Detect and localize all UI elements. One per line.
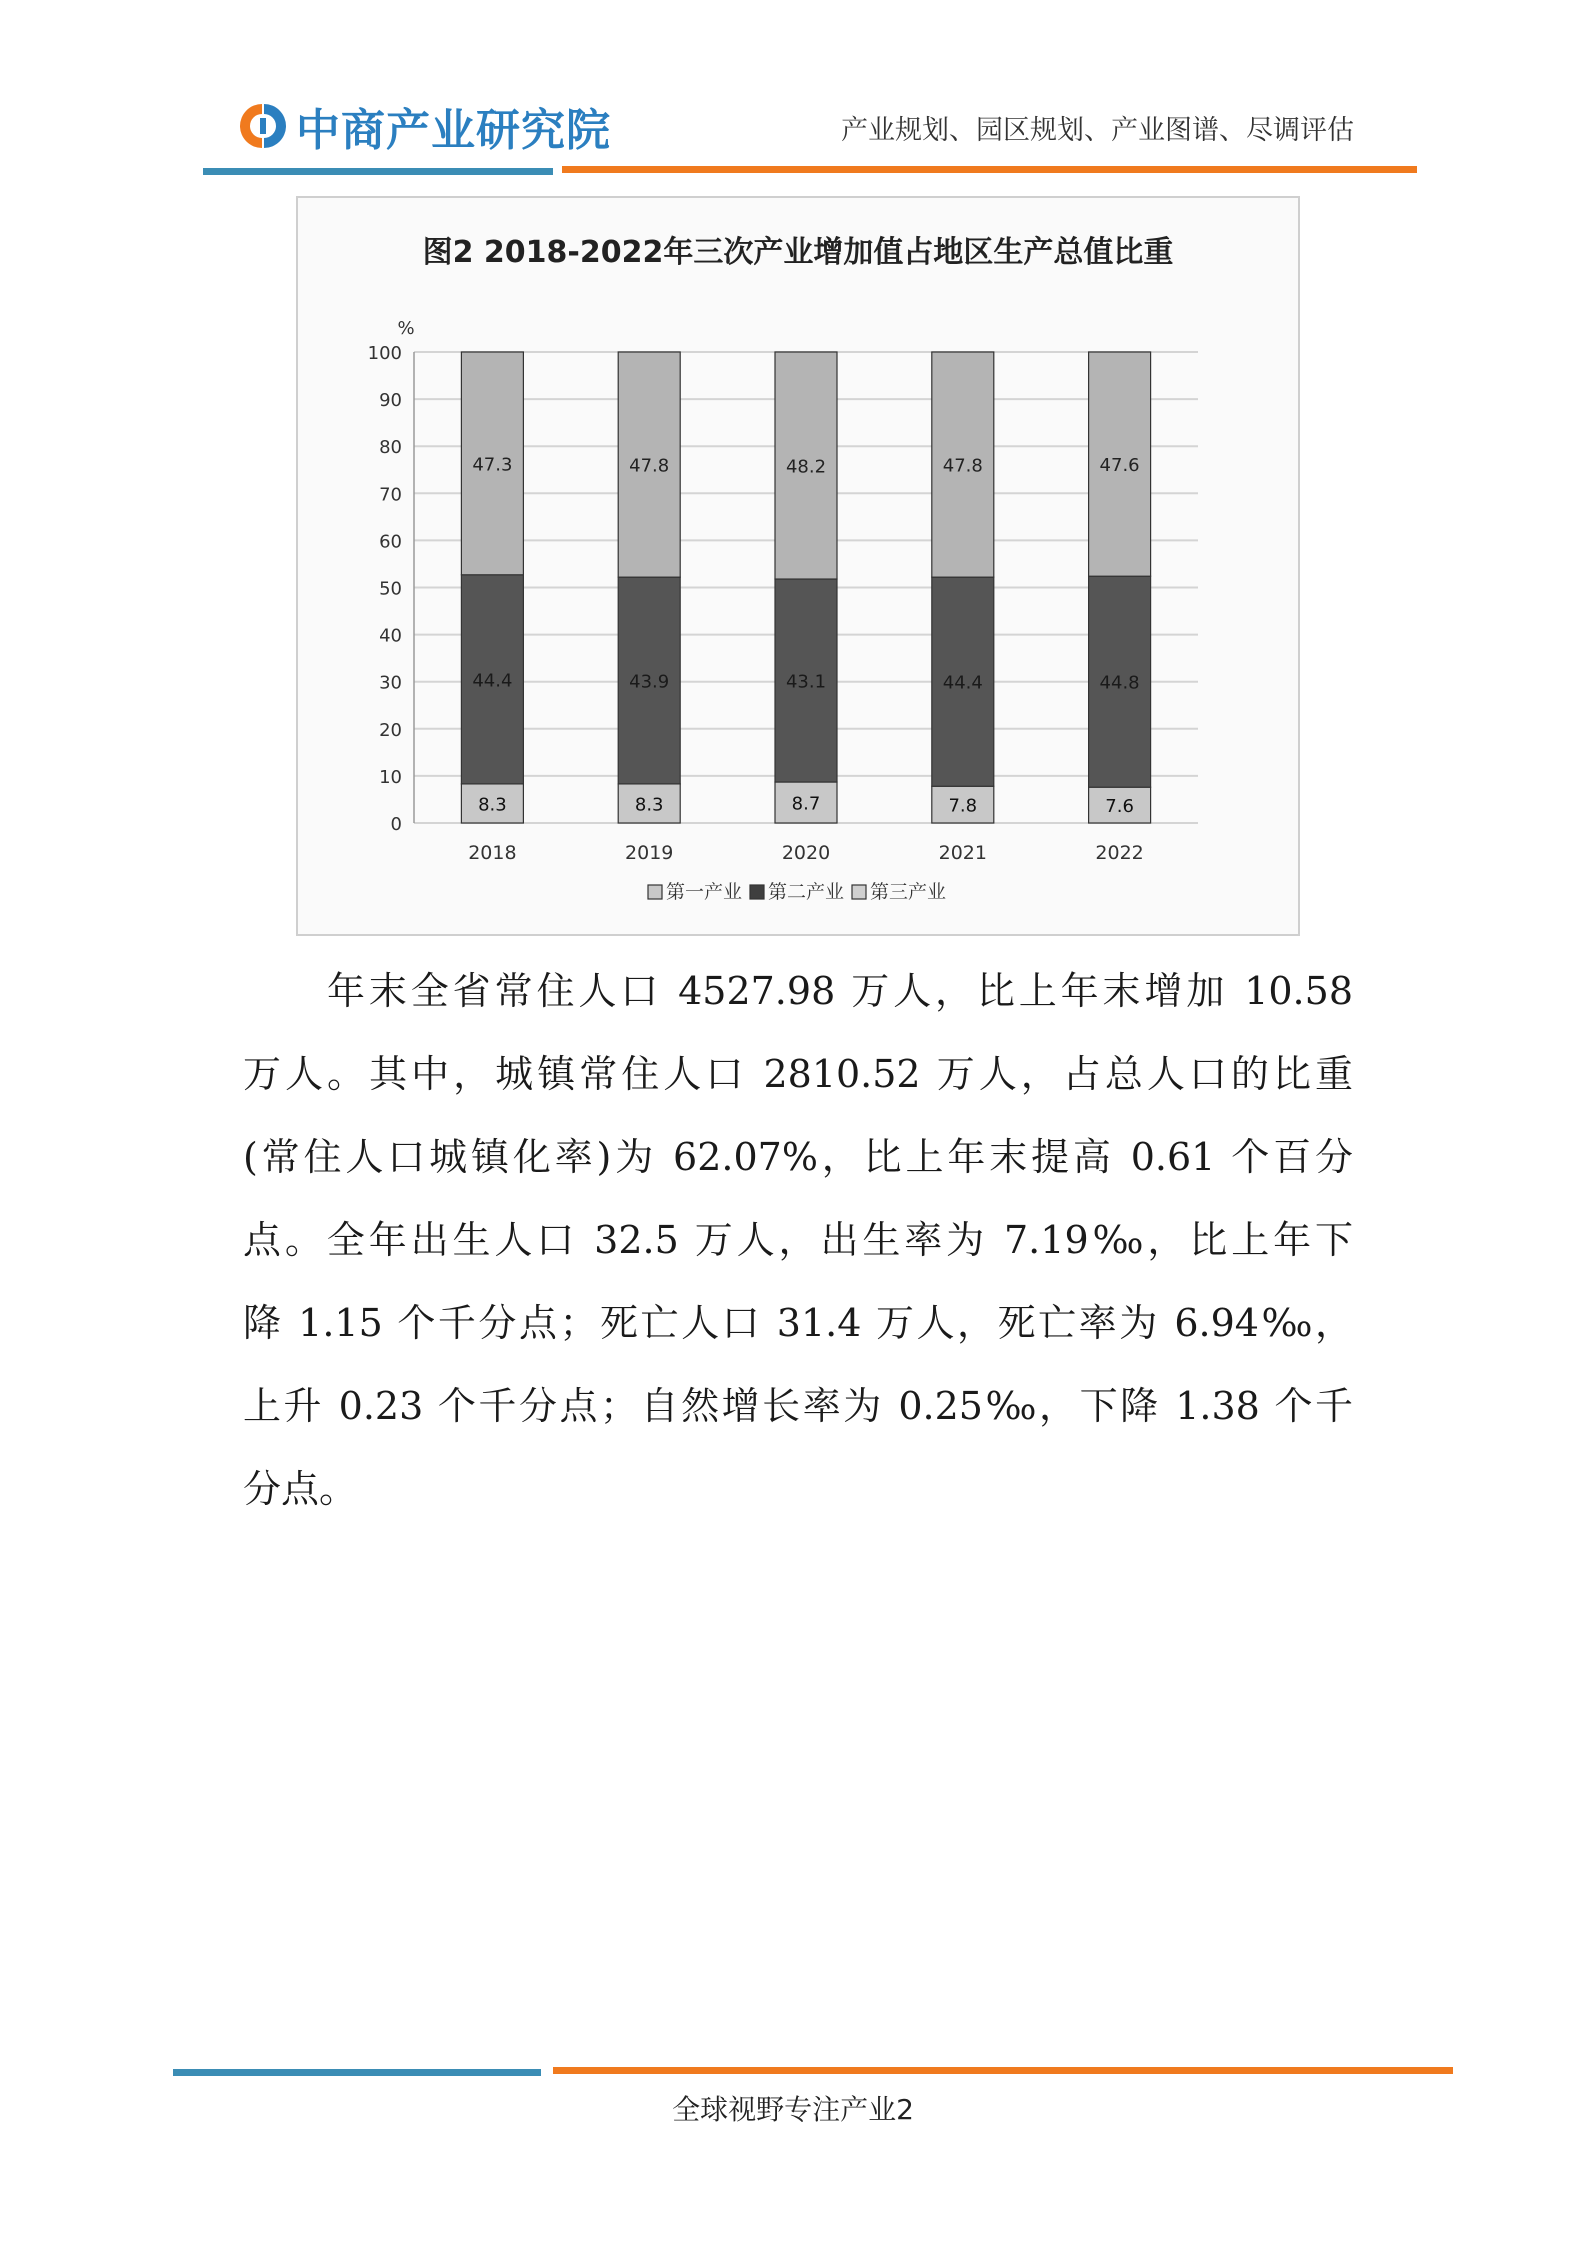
- legend-swatch: [648, 885, 662, 899]
- brand-logo: [236, 96, 611, 156]
- bar-data-label: 8.3: [478, 794, 507, 816]
- bar-data-label: 43.1: [785, 671, 827, 693]
- x-tick-label: 2020: [781, 842, 831, 864]
- chart-x-ticks: [468, 842, 1144, 864]
- y-tick-label: 30: [379, 672, 402, 694]
- y-tick-label: 50: [379, 578, 402, 600]
- footer-divider-blue: [173, 2069, 541, 2076]
- footer-slogan: 全球视野专注产业2: [672, 2093, 914, 2126]
- bar-data-label: 47.8: [942, 455, 983, 477]
- bar-data-label: 7.8: [948, 795, 978, 817]
- bar-data-label: 47.3: [472, 454, 513, 476]
- paragraph-line: 点。全年出生人口 32.5 万人，出生率为 7.19‰，比上年下: [243, 1218, 1353, 1262]
- legend-label: 第一产业: [666, 881, 743, 903]
- bar-data-label: 43.9: [629, 671, 670, 693]
- footer-divider-orange: [553, 2067, 1453, 2074]
- bar-data-label: 8.3: [634, 794, 664, 816]
- chart-y-ticks: [368, 343, 402, 835]
- brand-name: 中商产业研究院: [296, 105, 611, 156]
- paragraph-line: 年末全省常住人口 4527.98 万人，比上年末增加 10.58: [327, 969, 1353, 1013]
- y-tick-label: 40: [379, 625, 402, 647]
- y-tick-label: 20: [379, 719, 402, 741]
- bar-data-label: 44.4: [942, 672, 983, 694]
- bar-data-label: 48.2: [785, 456, 827, 478]
- bar-data-label: 44.8: [1099, 672, 1140, 694]
- chart-y-axis-label: %: [397, 318, 415, 339]
- bar-data-label: 47.8: [629, 455, 670, 477]
- legend-label: 第三产业: [870, 881, 947, 903]
- y-tick-label: 90: [379, 390, 402, 412]
- x-tick-label: 2022: [1095, 842, 1144, 864]
- y-tick-label: 80: [379, 437, 402, 459]
- chart-title: 图2 2018-2022年三次产业增加值占地区生产总值比重: [422, 235, 1174, 270]
- header-divider-blue: [203, 168, 553, 175]
- paragraph-line: (常住人口城镇化率)为 62.07%，比上年末提高 0.61 个百分: [243, 1135, 1353, 1179]
- brand-logo-icon: [236, 100, 288, 152]
- y-tick-label: 0: [390, 814, 402, 835]
- bar-data-label: 44.4: [472, 670, 513, 692]
- paragraph-line: 上升 0.23 个千分点；自然增长率为 0.25‰，下降 1.38 个千: [243, 1384, 1353, 1428]
- y-tick-label: 10: [379, 766, 402, 788]
- chart-legend: [648, 881, 946, 903]
- bar-data-label: 7.6: [1105, 796, 1134, 818]
- chart-figure: [296, 196, 1300, 936]
- paragraph-line: 降 1.15 个千分点；死亡人口 31.4 万人，死亡率为 6.94‰，: [243, 1301, 1353, 1345]
- x-tick-label: 2019: [625, 842, 674, 864]
- body-paragraph: [243, 950, 1353, 1531]
- paragraph-line: 分点。: [243, 1467, 358, 1511]
- legend-label: 第二产业: [768, 881, 845, 903]
- page-header: [0, 0, 1586, 190]
- header-divider-orange: [562, 166, 1417, 173]
- x-tick-label: 2021: [938, 842, 987, 864]
- y-tick-label: 70: [379, 484, 402, 506]
- x-tick-label: 2018: [468, 842, 517, 864]
- bar-data-label: 8.7: [791, 793, 821, 815]
- legend-swatch: [852, 885, 866, 899]
- y-tick-label: 60: [379, 531, 402, 553]
- paragraph-line: 万人。其中，城镇常住人口 2810.52 万人，占总人口的比重: [243, 1052, 1353, 1096]
- stacked-bar-chart: [298, 198, 1298, 934]
- y-tick-label: 100: [367, 343, 402, 364]
- header-tagline: 产业规划、园区规划、产业图谱、尽调评估: [841, 115, 1354, 146]
- bar-data-label: 47.6: [1099, 455, 1140, 477]
- legend-swatch: [750, 885, 764, 899]
